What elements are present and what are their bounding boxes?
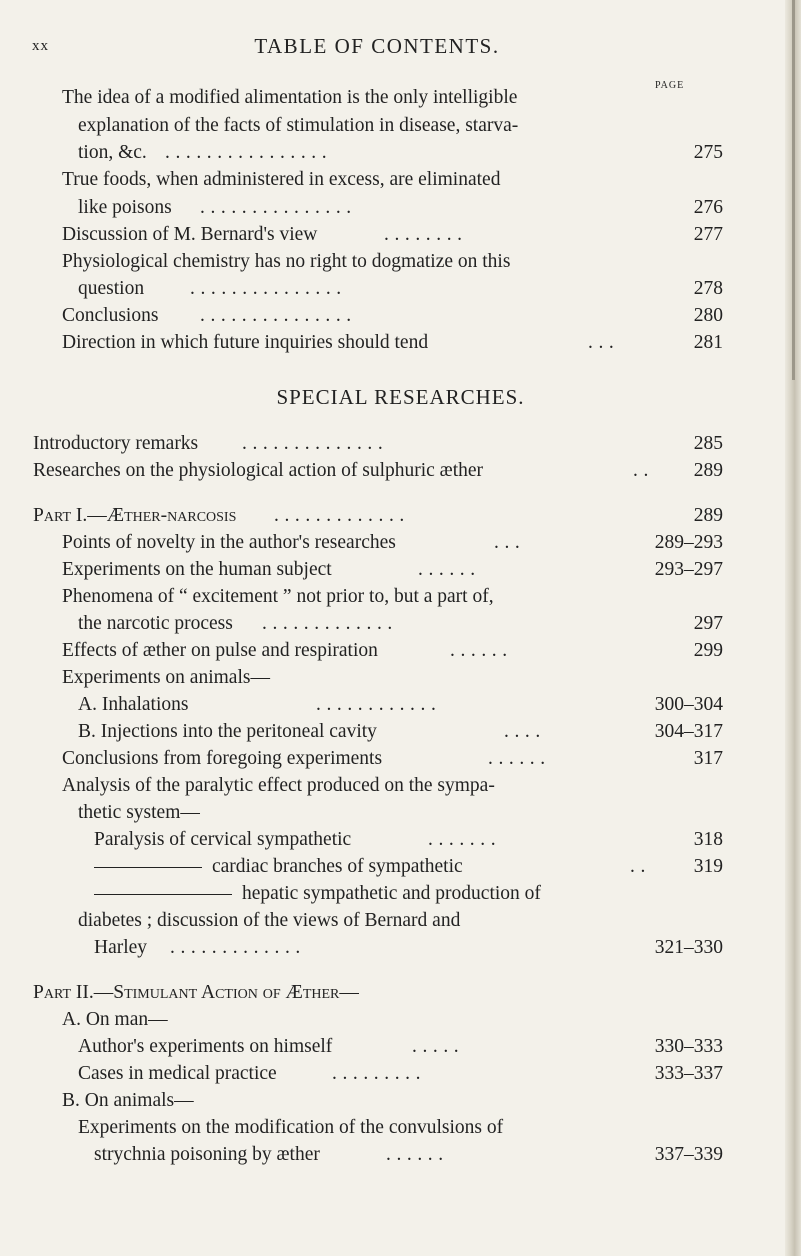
toc-entry <box>0 1139 801 1171</box>
page-number: 289 <box>693 460 723 481</box>
leader-dots: . . . . . . . . . . . . . <box>274 505 405 526</box>
entry-text: question <box>78 278 145 299</box>
entry-text: Experiments on the human subject <box>62 559 332 580</box>
entry-text: Introductory remarks <box>33 433 199 454</box>
leader-dots: . . . . . <box>412 1036 460 1057</box>
leader-dots: . . . . . . . <box>428 829 496 850</box>
entry-label: cardiac branches of sympathetic <box>212 856 463 877</box>
running-title: TABLE OF CONTENTS. <box>254 34 500 58</box>
leader-dots: . . . . . . . . . . . . . . . . <box>165 142 327 163</box>
entry-text: Paralysis of cervical sympathetic <box>94 829 352 850</box>
leader-dots: . . . . <box>504 721 541 742</box>
entry-text: Author's experiments on himself <box>78 1036 333 1057</box>
toc-entry <box>0 455 801 487</box>
toc-entry <box>0 327 801 359</box>
page-number: 280 <box>693 305 723 326</box>
leader-dots: . . . . . . <box>386 1144 444 1165</box>
entry-text: A. On man— <box>62 1009 168 1030</box>
entry-text: strychnia poisoning by æther <box>94 1144 320 1165</box>
leader-dots: . . . . . . . . . . . . . . . <box>190 278 342 299</box>
entry-text: The idea of a modified alimentation is the only intelligible <box>62 87 518 108</box>
page-header <box>32 34 722 64</box>
entry-text: explanation of the facts of stimulation in disease, starva- <box>78 115 519 136</box>
entry-text: B. Injections into the peritoneal cavity <box>78 721 377 742</box>
page-number: 285 <box>693 433 723 454</box>
leader-dots: . . . . . . . . <box>384 224 463 245</box>
page-number: 289 <box>693 505 723 526</box>
leader-dots: . . . . . . . . . . . . . . . <box>200 305 352 326</box>
page-number: 276 <box>693 197 723 218</box>
page-column-label: PAGE <box>655 80 685 91</box>
leader-dots: . . <box>630 856 646 877</box>
page-number: 299 <box>693 640 723 661</box>
entry-text: Conclusions from foregoing experiments <box>62 748 383 769</box>
page-number: 304–317 <box>654 721 723 742</box>
page-number: 275 <box>693 142 723 163</box>
page-number: 319 <box>693 856 723 877</box>
leader-dots: . . . . . . . . . . . . . . . <box>200 197 352 218</box>
leader-dots: . . . . . . . . . . . . <box>316 694 437 715</box>
leader-dots: . . . . . . . . . . . . . . <box>242 433 384 454</box>
leader-dots: . . . . . . . . . . . . . <box>262 613 393 634</box>
ditto-rule <box>94 894 232 895</box>
entry-text: Physiological chemistry has no right to dogmatize on this <box>62 251 511 272</box>
entry-text: Cases in medical practice <box>78 1063 277 1084</box>
page-number: 321–330 <box>654 937 723 958</box>
page-number: 333–337 <box>654 1063 723 1084</box>
leader-dots: . . . <box>588 332 615 353</box>
entry-text: Harley <box>94 937 148 958</box>
entry-text: Effects of æther on pulse and respiration <box>62 640 378 661</box>
page-number: 330–333 <box>654 1036 723 1057</box>
page-number: 281 <box>693 332 723 353</box>
page-number: 277 <box>693 224 723 245</box>
part-heading: Part II.—Stimulant Action of Æther— <box>33 982 359 1003</box>
entry-text: the narcotic process <box>78 613 233 634</box>
part-heading: Part I.—Æther-narcosis <box>33 505 237 526</box>
entry-text: Experiments on the modification of the convulsions of <box>78 1117 504 1138</box>
page-number: 300–304 <box>654 694 723 715</box>
leader-dots: . . . <box>494 532 521 553</box>
entry-text: B. On animals— <box>62 1090 194 1111</box>
page-number: 289–293 <box>654 532 723 553</box>
entry-text: Experiments on animals— <box>62 667 270 688</box>
entry-text: Discussion of M. Bernard's view <box>62 224 318 245</box>
entry-text: Points of novelty in the author's researches <box>62 532 396 553</box>
entry-text: Direction in which future inquiries should tend <box>62 332 429 353</box>
leader-dots: . . . . . . . . . . . . . <box>170 937 301 958</box>
leader-dots: . . <box>633 460 649 481</box>
page-folio: xx <box>32 38 49 54</box>
page-number: 317 <box>693 748 723 769</box>
entry-text: diabetes ; discussion of the views of Bernard and <box>78 910 461 931</box>
entry-text: True foods, when administered in excess, are eliminated <box>62 169 501 190</box>
entry-text: like poisons <box>78 197 172 218</box>
entry-text: Analysis of the paralytic effect produced on the sympa- <box>62 775 495 796</box>
entry-text: Conclusions <box>62 305 159 326</box>
page-number: 337–339 <box>654 1144 723 1165</box>
ditto-rule <box>94 867 202 868</box>
entry-text: Researches on the physiological action of sulphuric æther <box>33 460 484 481</box>
section-heading: SPECIAL RESEARCHES. <box>276 385 525 409</box>
page-number: 278 <box>693 278 723 299</box>
page-number: 318 <box>693 829 723 850</box>
leader-dots: . . . . . . <box>488 748 546 769</box>
leader-dots: . . . . . . . . . <box>332 1063 421 1084</box>
leader-dots: . . . . . . <box>418 559 476 580</box>
entry-label: hepatic sympathetic and production of <box>242 883 541 904</box>
page-number: 297 <box>693 613 723 634</box>
page-number: 293–297 <box>654 559 723 580</box>
entry-text: tion, &c. <box>78 142 147 163</box>
leader-dots: . . . . . . <box>450 640 508 661</box>
entry-text: thetic system— <box>78 802 200 823</box>
entry-text: A. Inhalations <box>78 694 189 715</box>
entry-text: Phenomena of “ excitement ” not prior to, but a part of, <box>62 586 494 607</box>
toc-entry <box>0 932 801 964</box>
